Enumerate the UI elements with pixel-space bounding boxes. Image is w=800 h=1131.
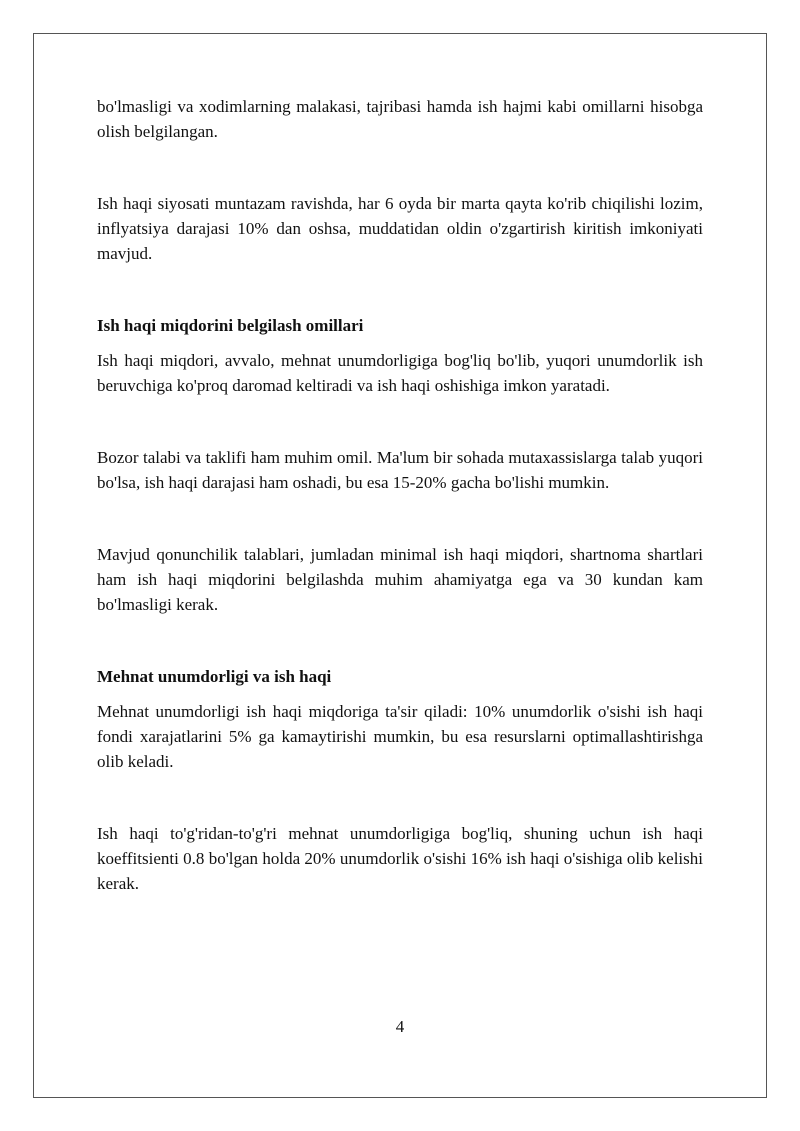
- document-body: [97, 94, 703, 896]
- paragraph-2: Ish haqi siyosati muntazam ravishda, har 6 oyda bir marta qayta ko'rib chiqilishi lozim, inflyatsiya darajasi 10% dan oshsa, muddatidan oldin o'zgartirish kiritish imkoniyati mavjud.: [97, 194, 703, 263]
- section-heading-productivity: Mehnat unumdorligi va ish haqi: [97, 667, 332, 686]
- paragraph-5: Mavjud qonunchilik talablari, jumladan minimal ish haqi miqdori, shartnoma shartlari ham ish haqi miqdorini belgilashda muhim ahamiyatga ega va 30 kundan kam bo'lmasligi kerak.: [97, 545, 703, 614]
- paragraph-6: Mehnat unumdorligi ish haqi miqdoriga ta'sir qiladi: 10% unumdorlik o'sishi ish haqi fondi xarajatlarini 5% ga kamaytirishi mumkin, bu esa resurslarni optimallashtirishga olib keladi.: [97, 702, 703, 771]
- section-heading-factors: Ish haqi miqdorini belgilash omillari: [97, 316, 364, 335]
- paragraph-4: Bozor talabi va taklifi ham muhim omil. Ma'lum bir sohada mutaxassislarga talab yuqori bo'lsa, ish haqi darajasi ham oshadi, bu esa 15-20% gacha bo'lishi mumkin.: [97, 448, 703, 492]
- paragraph-7: Ish haqi to'g'ridan-to'g'ri mehnat unumdorligiga bog'liq, shuning uchun ish haqi koeffitsienti 0.8 bo'lgan holda 20% unumdorlik o'sishi 16% ish haqi o'sishiga olib kelishi kerak.: [97, 824, 703, 893]
- page-number: 4: [395, 1017, 405, 1036]
- paragraph-1: bo'lmasligi va xodimlarning malakasi, tajribasi hamda ish hajmi kabi omillarni hisobga olish belgilangan.: [97, 97, 703, 141]
- paragraph-3: Ish haqi miqdori, avvalo, mehnat unumdorligiga bog'liq bo'lib, yuqori unumdorlik ish beruvchiga ko'proq daromad keltiradi va ish haqi oshishiga imkon yaratadi.: [97, 351, 703, 395]
